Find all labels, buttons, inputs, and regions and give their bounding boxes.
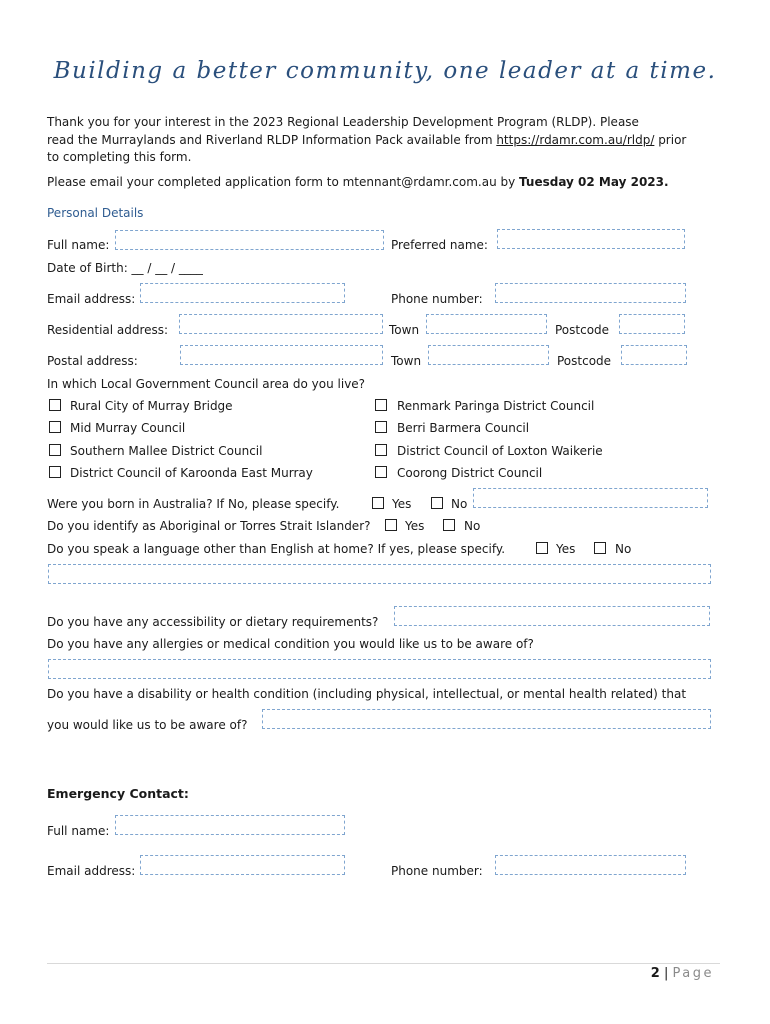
- intro-line-2b: prior: [654, 132, 687, 147]
- born-question: Were you born in Australia? If No, please specify.: [47, 497, 340, 511]
- residential-town-field[interactable]: [426, 314, 547, 334]
- council-option-label: Renmark Paringa District Council: [397, 399, 595, 413]
- phone-label: Phone number:: [391, 292, 483, 306]
- aboriginal-no-checkbox[interactable]: [443, 519, 455, 531]
- council-checkbox[interactable]: [49, 444, 61, 456]
- language-yes-checkbox[interactable]: [536, 542, 548, 554]
- accessibility-question: Do you have any accessibility or dietary requirements?: [47, 615, 379, 629]
- allergies-field[interactable]: [48, 659, 711, 679]
- personal-details-heading: Personal Details: [47, 206, 144, 220]
- council-checkbox[interactable]: [375, 466, 387, 478]
- council-checkbox[interactable]: [49, 399, 61, 411]
- born-no-label: No: [451, 497, 468, 511]
- postal-postcode-field[interactable]: [621, 345, 687, 365]
- emergency-full-name-field[interactable]: [115, 815, 345, 835]
- council-option-label: District Council of Loxton Waikerie: [397, 444, 603, 458]
- email-label: Email address:: [47, 292, 136, 306]
- postal-town-field[interactable]: [428, 345, 549, 365]
- postal-postcode-label: Postcode: [557, 354, 612, 368]
- disability-question-line-2: you would like us to be aware of?: [47, 718, 248, 732]
- emergency-contact-heading: Emergency Contact:: [47, 786, 189, 801]
- deadline: Tuesday 02 May 2023.: [519, 175, 669, 189]
- emergency-full-name-label: Full name:: [47, 824, 110, 838]
- residential-town-label: Town: [389, 323, 420, 337]
- intro-line-1: Thank you for your interest in the 2023 Regional Leadership Development Program (RLDP). Please: [47, 115, 639, 129]
- language-no-label: No: [615, 542, 632, 556]
- allergies-question: Do you have any allergies or medical condition you would like us to be aware of?: [47, 637, 534, 651]
- council-option-label: Rural City of Murray Bridge: [70, 399, 233, 413]
- phone-field[interactable]: [495, 283, 686, 303]
- email-field[interactable]: [140, 283, 345, 303]
- council-checkbox[interactable]: [49, 421, 61, 433]
- accessibility-field[interactable]: [394, 606, 710, 626]
- council-option-label: Southern Mallee District Council: [70, 444, 263, 458]
- footer-divider: [47, 963, 720, 964]
- intro-paragraph: [47, 114, 727, 167]
- full-name-field[interactable]: [115, 230, 384, 250]
- postal-address-field[interactable]: [180, 345, 383, 365]
- council-checkbox[interactable]: [375, 421, 387, 433]
- tagline: Building a better community, one leader at a time.: [53, 58, 717, 84]
- council-option-label: District Council of Karoonda East Murray: [70, 466, 313, 480]
- page-word: Page: [672, 966, 714, 981]
- aboriginal-yes-label: Yes: [405, 519, 425, 533]
- postal-address-label: Postal address:: [47, 354, 138, 368]
- born-yes-label: Yes: [392, 497, 412, 511]
- council-checkbox[interactable]: [49, 466, 61, 478]
- residential-address-label: Residential address:: [47, 323, 169, 337]
- aboriginal-yes-checkbox[interactable]: [385, 519, 397, 531]
- council-option-label: Berri Barmera Council: [397, 421, 530, 435]
- emergency-phone-field[interactable]: [495, 855, 686, 875]
- residential-postcode-field[interactable]: [619, 314, 685, 334]
- born-no-checkbox[interactable]: [431, 497, 443, 509]
- aboriginal-question: Do you identify as Aboriginal or Torres Strait Islander?: [47, 519, 371, 533]
- email-instruction: [47, 174, 727, 192]
- residential-postcode-label: Postcode: [555, 323, 610, 337]
- intro-line-2a: read the Murraylands and Riverland RLDP Information Pack available from: [47, 132, 497, 147]
- emergency-phone-label: Phone number:: [391, 864, 483, 878]
- postal-town-label: Town: [391, 354, 422, 368]
- preferred-name-field[interactable]: [497, 229, 685, 249]
- email-instruction-text: Please email your completed application form to mtennant@rdamr.com.au by: [47, 175, 520, 189]
- residential-address-field[interactable]: [179, 314, 383, 334]
- emergency-email-label: Email address:: [47, 864, 136, 878]
- page-footer: [651, 966, 714, 981]
- emergency-email-field[interactable]: [140, 855, 345, 875]
- born-specify-field[interactable]: [473, 488, 708, 508]
- full-name-label: Full name:: [47, 238, 110, 252]
- born-yes-checkbox[interactable]: [372, 497, 384, 509]
- aboriginal-no-label: No: [464, 519, 481, 533]
- preferred-name-label: Preferred name:: [391, 238, 488, 252]
- page-number: 2: [650, 966, 660, 981]
- council-option-label: Coorong District Council: [397, 466, 543, 480]
- council-checkbox[interactable]: [375, 444, 387, 456]
- language-no-checkbox[interactable]: [594, 542, 606, 554]
- language-yes-label: Yes: [556, 542, 576, 556]
- date-of-birth[interactable]: Date of Birth: __ / __ / ____: [47, 261, 203, 275]
- page-separator: |: [663, 966, 669, 981]
- council-option-label: Mid Murray Council: [70, 421, 186, 435]
- council-checkbox[interactable]: [375, 399, 387, 411]
- language-specify-field[interactable]: [48, 564, 711, 584]
- language-question: Do you speak a language other than English at home? If yes, please specify.: [47, 542, 506, 556]
- intro-line-3: to completing this form.: [47, 150, 192, 164]
- council-question: In which Local Government Council area do you live?: [47, 377, 366, 391]
- info-pack-link[interactable]: https://rdamr.com.au/rldp/: [496, 132, 655, 147]
- disability-field[interactable]: [262, 709, 711, 729]
- disability-question-line-1: Do you have a disability or health condition (including physical, intellectual, or mental health related) that: [47, 687, 687, 701]
